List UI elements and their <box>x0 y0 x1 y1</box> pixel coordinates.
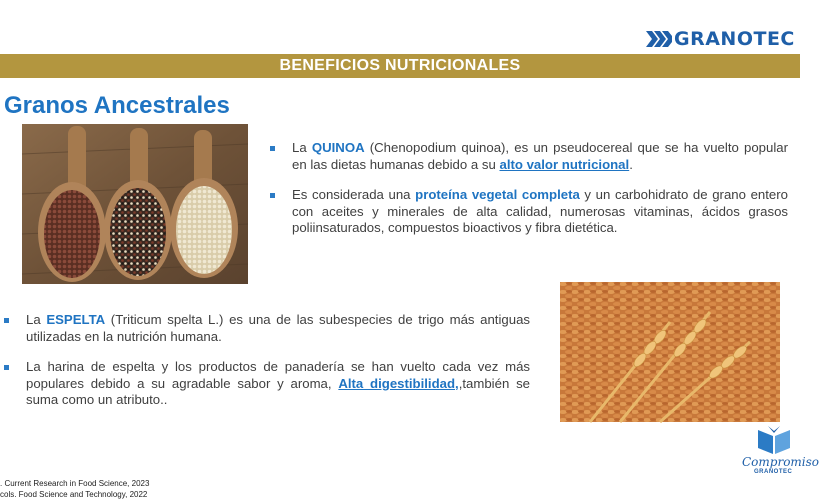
seal-wordmark: Compromiso <box>742 455 819 469</box>
highlight-quinoa: QUINOA <box>311 140 365 155</box>
bullet-text: y un carbohidrato de grano entero con aceites y minerales de alta calidad, numerosas vitaminas, ácidos grasos poliinsaturados, compuestos bioactivos y fibra dietética. <box>292 187 788 235</box>
grains-scoops-photo <box>22 124 248 284</box>
bullet-icon <box>4 365 9 370</box>
seal-subtext: GRANOTEC <box>754 469 793 475</box>
quinoa-bullet-list <box>270 140 788 237</box>
spelt-bullet-list <box>4 312 530 409</box>
bullet-text: La harina de espelta y los productos de panadería se han vuelto cada vez más populares debido a su agradable sabor y aroma, <box>26 359 530 391</box>
list-item <box>4 312 530 345</box>
bullet-icon <box>4 318 9 323</box>
bullet-text: ,también se suma como un atributo.. <box>26 375 530 407</box>
highlight-protein: proteína vegetal completa <box>415 187 580 202</box>
compromiso-seal <box>742 424 819 476</box>
granotec-logo <box>646 28 800 50</box>
bullet-text: (Triticum spelta L.) es una de las subespecies de trigo más antiguas utilizadas en la nutrición humana. <box>26 312 530 344</box>
compromiso-book-icon <box>754 424 794 456</box>
list-item <box>270 140 788 173</box>
section-banner: BENEFICIOS NUTRICIONALES <box>0 54 800 78</box>
wheat-grains-photo <box>560 282 780 422</box>
bullet-text: La <box>292 140 312 155</box>
highlight-espelta: ESPELTA <box>46 312 106 327</box>
page-title: Granos Ancestrales <box>4 92 230 119</box>
reference-line: . Current Research in Food Science, 2023 <box>0 479 150 488</box>
bullet-icon <box>270 146 275 151</box>
granotec-logo-icon <box>646 31 672 47</box>
highlight-link[interactable]: alto valor nutricional <box>499 156 630 172</box>
references <box>0 478 149 500</box>
bullet-text: Es considerada una <box>292 187 416 202</box>
bullet-text: . <box>629 156 633 172</box>
bullet-text: La <box>26 312 47 327</box>
reference-line: cols. Food Science and Technology, 2022 <box>0 490 148 499</box>
bullet-text: (Chenopodium quinoa), es un pseudocereal que se ha vuelto popular en las dietas humanas debido a su <box>292 140 788 172</box>
logo-text: GRANOTEC <box>674 28 795 50</box>
highlight-link[interactable]: Alta digestibilidad, <box>338 375 459 391</box>
bullet-icon <box>270 193 275 198</box>
list-item <box>270 187 788 237</box>
list-item <box>4 359 530 409</box>
